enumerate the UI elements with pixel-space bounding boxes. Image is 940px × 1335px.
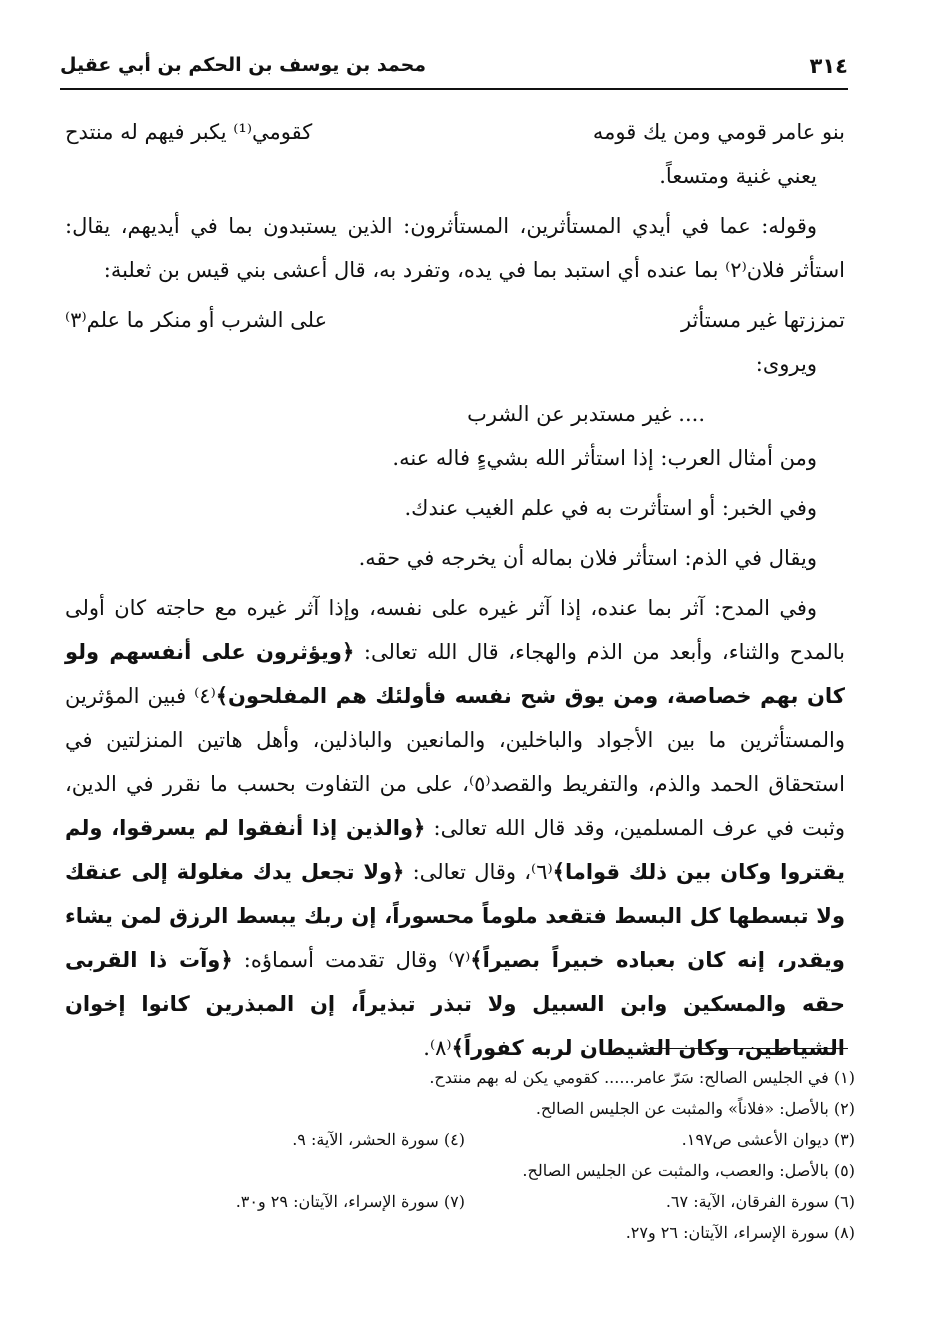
page-header — [60, 50, 848, 84]
paragraph-4: ومن أمثال العرب: إذا استأثر الله بشيءٍ فاله عنه. — [392, 446, 817, 470]
footnote-3: (٣) ديوان الأعشى ص١٩٧. — [681, 1130, 855, 1149]
footnote-6: (٦) سورة الفرقان، الآية: ٦٧. — [665, 1192, 855, 1211]
paragraph-7 — [65, 586, 845, 1070]
verse-1 — [65, 110, 845, 154]
footnote-row — [65, 1093, 855, 1124]
verse-2 — [65, 298, 845, 342]
footnote-row — [65, 1186, 855, 1217]
paragraph-6: ويقال في الذم: استأثر فلان بماله أن يخرجه في حقه. — [358, 546, 817, 570]
paragraph-7-part-d: ⁽٧⁾ وقال تقدمت أسماؤه: — [232, 948, 471, 972]
verse-3 — [65, 392, 845, 436]
verse-1-first-hemistich: بنو عامر قومي ومن يك قومه — [592, 120, 845, 144]
footnote-row — [65, 1062, 855, 1093]
footnote-2: (٢) بالأصل: «فلاناً» والمثبت عن الجليس الصالح. — [535, 1099, 855, 1118]
quran-quote-1: ﴿ويؤثرون على أنفسهم ولو كان بهم خصاصة، ومن يوق شح نفسه فأولئك هم المفلحون﴾ — [65, 640, 845, 708]
verse-3-hemistich: .... غير مستدبر عن الشرب — [467, 402, 705, 426]
footnote-5: (٥) بالأصل: والعصب، والمثبت عن الجليس الصالح. — [522, 1161, 855, 1180]
paragraph-7-part-c: ⁽٦⁾، وقال تعالى: — [404, 860, 553, 884]
paragraph-5: وفي الخبر: أو استأثرت به في علم الغيب عندك. — [404, 496, 817, 520]
footnote-8: (٨) سورة الإسراء، الآيتان: ٢٦ و٢٧. — [625, 1223, 855, 1242]
footnote-1: (١) في الجليس الصالح: سَرّ عامر...... كقومي يكن له بهم منتدح. — [429, 1068, 855, 1087]
paragraph-1: يعني غنية ومتسعاً. — [659, 164, 817, 188]
footnote-4: (٤) سورة الحشر، الآية: ٩. — [292, 1130, 465, 1149]
paragraph-7-part-a: وفي المدح: آثر بما عنده، إذا آثر غيره على نفسه، وإذا آثر غيره مع حاجته كان أولى بالمدح والثناء، وأبعد من الذم والهجاء، قال الله تعالى: — [65, 596, 846, 664]
quran-quote-4: ﴿وآت ذا القربى حقه والمسكين وابن السبيل ولا تبذر تبذيراً، إن المبذرين كانوا إخوان الشياطين، وكان الشيطان لربه كفوراً﴾ — [65, 948, 845, 1060]
verse-1-second-hemistich: كقومي⁽¹⁾ يكبر فيهم له منتدح — [65, 120, 313, 144]
footnote-rule — [648, 1048, 848, 1049]
paragraph-3: ويروى: — [755, 352, 817, 376]
quran-quote-2: ﴿والذين إذا أنفقوا لم يسرقوا، ولم يقتروا وكان بين ذلك قواما﴾ — [65, 816, 846, 884]
footnote-row — [65, 1217, 855, 1248]
footnote-row — [65, 1155, 855, 1186]
header-rule — [60, 88, 848, 90]
page-number: ٣١٤ — [809, 54, 848, 78]
footnotes — [65, 1062, 855, 1248]
paragraph-2: وقوله: عما في أيدي المستأثرين، المستأثرون: الذين يستبدون بما في أيديهم، يقال: استأثر فلان⁽٢⁾ بما عنده أي استبد بما في يده، وتفرد به، قال أعشى بني قيس بن ثعلبة: — [65, 214, 845, 282]
main-text — [65, 110, 845, 1076]
paragraph-7-part-e: ⁽٨⁾. — [423, 1036, 452, 1060]
paragraph-7-part-b: ⁽٤⁾ فبين المؤثرين والمستأثرين ما بين الأجواد والباخلين، والمانعين والباذلين، وأهل هاتين المنزلتين في استحقاق الحمد والذم، والتفريط والقصد⁽٥⁾، على من التفاوت بحسب ما نقرر في الدين، وثبت في عرف المسلمين، وقد قال الله تعالى: — [65, 684, 845, 840]
footnote-7: (٧) سورة الإسراء، الآيتان: ٢٩ و٣٠. — [235, 1192, 465, 1211]
footnote-row — [65, 1124, 855, 1155]
verse-2-second-hemistich: على الشرب أو منكر ما علم⁽٣⁾ — [65, 308, 328, 332]
quran-quote-3: ﴿ولا تجعل يدك مغلولة إلى عنقك ولا تبسطها كل البسط فتقعد ملوماً محسوراً، إن ربك يبسط الرزق لمن يشاء ويقدر، إنه كان بعباده خبيراً بصيراً﴾ — [65, 860, 845, 972]
running-head: محمد بن يوسف بن الحكم بن أبي عقيل — [60, 54, 427, 76]
verse-2-first-hemistich: تمززتها غير مستأثر — [680, 308, 845, 332]
